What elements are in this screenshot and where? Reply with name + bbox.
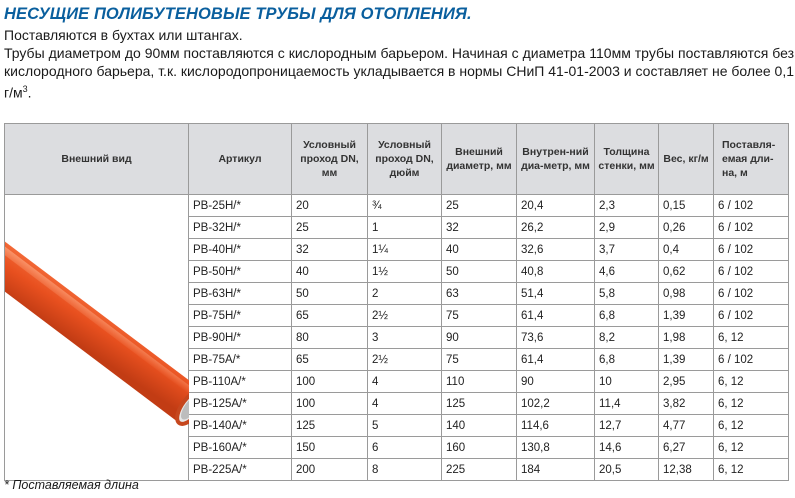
table-cell: 40 [442, 239, 517, 261]
table-cell: 32 [292, 239, 368, 261]
table-cell: 6, 12 [714, 393, 789, 415]
table-cell: 160 [442, 437, 517, 459]
table-cell: 2,3 [595, 195, 659, 217]
header-wall: Толщина стенки, мм [595, 124, 659, 195]
orange-pipe-image [5, 199, 189, 473]
table-cell: 3 [368, 327, 442, 349]
table-cell: 25 [292, 217, 368, 239]
table-cell: 6, 12 [714, 437, 789, 459]
table-cell: 6, 12 [714, 459, 789, 481]
cell-article: PB-125A/* [189, 393, 292, 415]
header-dn-inch: Условный проход DN, дюйм [368, 124, 442, 195]
table-cell: 6 / 102 [714, 239, 789, 261]
table-cell: 6 / 102 [714, 261, 789, 283]
table-cell: 6, 12 [714, 415, 789, 437]
header-outer-diameter: Внешний диаметр, мм [442, 124, 517, 195]
table-cell: 6 [368, 437, 442, 459]
pipe-image-cell [5, 195, 189, 481]
table-cell: 125 [442, 393, 517, 415]
table-cell: 65 [292, 349, 368, 371]
table-cell: 5,8 [595, 283, 659, 305]
table-cell: 75 [442, 349, 517, 371]
header-appearance: Внешний вид [5, 124, 189, 195]
table-cell: 90 [517, 371, 595, 393]
table-cell: 110 [442, 371, 517, 393]
table-cell: 4,6 [595, 261, 659, 283]
table-cell: 12,7 [595, 415, 659, 437]
cell-article: PB-110A/* [189, 371, 292, 393]
table-cell: 10 [595, 371, 659, 393]
table-cell: 6, 12 [714, 327, 789, 349]
table-cell: 0,4 [659, 239, 714, 261]
table-cell: 75 [442, 305, 517, 327]
table-cell: 6 / 102 [714, 305, 789, 327]
table-cell: 6,8 [595, 305, 659, 327]
table-cell: 80 [292, 327, 368, 349]
table-cell: 0,98 [659, 283, 714, 305]
table-cell: 225 [442, 459, 517, 481]
page-title: НЕСУЩИЕ ПОЛИБУТЕНОВЫЕ ТРУБЫ ДЛЯ ОТОПЛЕНИЯ. [4, 5, 472, 23]
table-cell: 50 [442, 261, 517, 283]
cell-article: PB-90H/* [189, 327, 292, 349]
cell-article: PB-160A/* [189, 437, 292, 459]
table-cell: 40 [292, 261, 368, 283]
table-cell: 8,2 [595, 327, 659, 349]
table-cell: 6 / 102 [714, 349, 789, 371]
table-cell: 184 [517, 459, 595, 481]
table-cell: 51,4 [517, 283, 595, 305]
table-cell: 8 [368, 459, 442, 481]
table-cell: 2 [368, 283, 442, 305]
table-row [5, 195, 789, 217]
cell-article: PB-75A/* [189, 349, 292, 371]
table-cell: 0,62 [659, 261, 714, 283]
table-cell: 20 [292, 195, 368, 217]
cell-article: PB-32H/* [189, 217, 292, 239]
header-article: Артикул [189, 124, 292, 195]
cell-article: PB-25H/* [189, 195, 292, 217]
table-cell: 6 / 102 [714, 283, 789, 305]
intro-line-1: Поставляются в бухтах или штангах. [4, 27, 243, 43]
table-header-row [5, 124, 789, 195]
table-cell: 2,9 [595, 217, 659, 239]
table-cell: 61,4 [517, 305, 595, 327]
table-cell: 130,8 [517, 437, 595, 459]
table-cell: 63 [442, 283, 517, 305]
table-cell: 2,95 [659, 371, 714, 393]
table-cell: 14,6 [595, 437, 659, 459]
table-cell: 3,7 [595, 239, 659, 261]
table-cell: 0,15 [659, 195, 714, 217]
table-cell: 20,5 [595, 459, 659, 481]
header-weight: Вес, кг/м [659, 124, 714, 195]
table-cell: 20,4 [517, 195, 595, 217]
cell-article: PB-140A/* [189, 415, 292, 437]
table-cell: 5 [368, 415, 442, 437]
table-cell: 1½ [368, 261, 442, 283]
table-cell: 125 [292, 415, 368, 437]
table-cell: 1,39 [659, 305, 714, 327]
table-cell: 1,39 [659, 349, 714, 371]
table-cell: 102,2 [517, 393, 595, 415]
table-cell: 40,8 [517, 261, 595, 283]
table-cell: ¾ [368, 195, 442, 217]
table-cell: 1,98 [659, 327, 714, 349]
table-cell: 6,8 [595, 349, 659, 371]
table-cell: 0,26 [659, 217, 714, 239]
table-cell: 25 [442, 195, 517, 217]
table-cell: 100 [292, 393, 368, 415]
table-cell: 1 [368, 217, 442, 239]
cell-article: PB-50H/* [189, 261, 292, 283]
table-cell: 2½ [368, 349, 442, 371]
pipes-table [4, 123, 789, 481]
table-cell: 4 [368, 371, 442, 393]
header-length: Поставля-емая дли-на, м [714, 124, 789, 195]
table-cell: 12,38 [659, 459, 714, 481]
footnote: * Поставляемая длина [4, 478, 139, 492]
table-cell: 4,77 [659, 415, 714, 437]
table-cell: 150 [292, 437, 368, 459]
table-cell: 73,6 [517, 327, 595, 349]
table-cell: 1¼ [368, 239, 442, 261]
table-cell: 140 [442, 415, 517, 437]
table-cell: 200 [292, 459, 368, 481]
table-cell: 11,4 [595, 393, 659, 415]
table-cell: 6 / 102 [714, 195, 789, 217]
cell-article: PB-63H/* [189, 283, 292, 305]
table-cell: 32 [442, 217, 517, 239]
table-cell: 6,27 [659, 437, 714, 459]
table-cell: 50 [292, 283, 368, 305]
table-cell: 3,82 [659, 393, 714, 415]
table-cell: 100 [292, 371, 368, 393]
cell-article: PB-225A/* [189, 459, 292, 481]
cell-article: PB-75H/* [189, 305, 292, 327]
cell-article: PB-40H/* [189, 239, 292, 261]
table-cell: 90 [442, 327, 517, 349]
table-cell: 65 [292, 305, 368, 327]
table-cell: 114,6 [517, 415, 595, 437]
table-cell: 6 / 102 [714, 217, 789, 239]
table-cell: 4 [368, 393, 442, 415]
table-cell: 26,2 [517, 217, 595, 239]
table-cell: 32,6 [517, 239, 595, 261]
header-inner-diameter: Внутрен-ний диа-метр, мм [517, 124, 595, 195]
intro-text [4, 26, 794, 102]
intro-line-2: Трубы диаметром до 90мм поставляются с кислородным барьером. Начиная с диаметра 110мм трубы поставляются без кислородного барьера, т.к. кислородопроницаемость укладывается в нормы СНиП 41-01-2003 и составляет не более 0,1 $г/м^3$. [4, 45, 794, 101]
table-cell: 6, 12 [714, 371, 789, 393]
header-dn-mm: Условный проход DN, мм [292, 124, 368, 195]
table-cell: 61,4 [517, 349, 595, 371]
table-cell: 2½ [368, 305, 442, 327]
